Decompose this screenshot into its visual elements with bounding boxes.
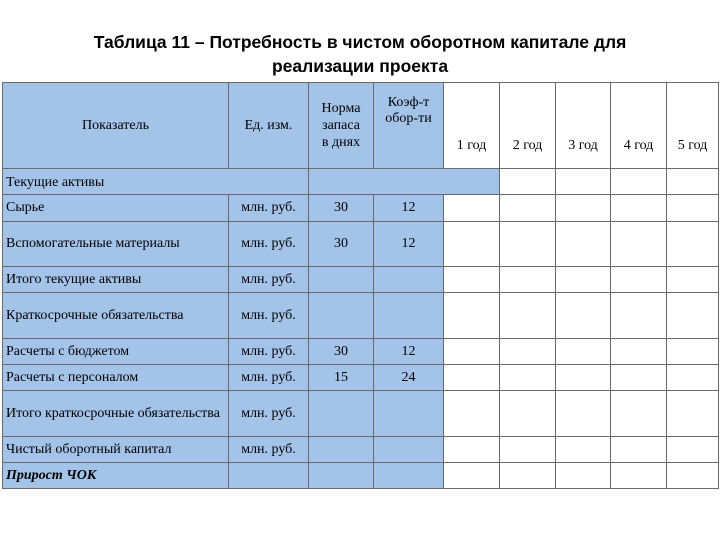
year-cell bbox=[611, 365, 667, 391]
header-year-1: 1 год bbox=[444, 83, 500, 169]
table-title bbox=[0, 30, 720, 78]
year-cell bbox=[556, 267, 611, 293]
year-cell bbox=[667, 195, 719, 222]
year-cell bbox=[500, 365, 556, 391]
year-cell bbox=[667, 365, 719, 391]
year-cell bbox=[667, 437, 719, 463]
year-cell bbox=[500, 222, 556, 267]
table-header-row bbox=[3, 83, 719, 169]
row-unit: млн. руб. bbox=[229, 293, 309, 339]
year-cell bbox=[611, 463, 667, 489]
year-cell bbox=[444, 195, 500, 222]
year-cell bbox=[556, 195, 611, 222]
row-label: Вспомогательные материалы bbox=[3, 222, 229, 267]
row-coef bbox=[374, 293, 444, 339]
year-cell bbox=[556, 339, 611, 365]
row-norm bbox=[309, 391, 374, 437]
row-unit: млн. руб. bbox=[229, 365, 309, 391]
row-span-cell bbox=[309, 169, 500, 195]
header-coef-line-2: обор-ти bbox=[385, 111, 432, 126]
row-norm: 15 bbox=[309, 365, 374, 391]
row-norm: 30 bbox=[309, 339, 374, 365]
year-cell bbox=[444, 365, 500, 391]
row-label: Расчеты с бюджетом bbox=[3, 339, 229, 365]
header-norm-line-2: запаса bbox=[322, 118, 360, 133]
year-cell bbox=[667, 267, 719, 293]
year-cell bbox=[500, 437, 556, 463]
table-title-line-1: Таблица 11 – Потребность в чистом оборотном капитале для bbox=[93, 32, 627, 52]
row-norm bbox=[309, 437, 374, 463]
year-cell bbox=[500, 463, 556, 489]
row-norm bbox=[309, 463, 374, 489]
table-row bbox=[3, 267, 719, 293]
table-row bbox=[3, 339, 719, 365]
header-year-3: 3 год bbox=[556, 83, 611, 169]
year-cell bbox=[556, 365, 611, 391]
row-unit: млн. руб. bbox=[229, 339, 309, 365]
row-unit: млн. руб. bbox=[229, 437, 309, 463]
year-cell bbox=[667, 339, 719, 365]
year-cell bbox=[556, 463, 611, 489]
working-capital-table bbox=[2, 82, 719, 489]
header-norm bbox=[309, 83, 374, 169]
header-year-5: 5 год bbox=[667, 83, 719, 169]
year-cell bbox=[500, 169, 556, 195]
year-cell bbox=[444, 222, 500, 267]
row-unit: млн. руб. bbox=[229, 267, 309, 293]
row-unit: млн. руб. bbox=[229, 391, 309, 437]
year-cell bbox=[500, 391, 556, 437]
row-coef: 24 bbox=[374, 365, 444, 391]
year-cell bbox=[667, 293, 719, 339]
header-year-4: 4 год bbox=[611, 83, 667, 169]
row-norm bbox=[309, 293, 374, 339]
year-cell bbox=[500, 293, 556, 339]
year-cell bbox=[500, 339, 556, 365]
table-title-line-2: реализации проекта bbox=[271, 56, 449, 76]
year-cell bbox=[444, 391, 500, 437]
table-row bbox=[3, 463, 719, 489]
row-norm: 30 bbox=[309, 222, 374, 267]
row-coef bbox=[374, 391, 444, 437]
row-unit bbox=[229, 463, 309, 489]
year-cell bbox=[556, 437, 611, 463]
header-coef bbox=[374, 83, 444, 169]
table-row bbox=[3, 222, 719, 267]
year-cell bbox=[444, 293, 500, 339]
row-label: Прирост ЧОК bbox=[3, 463, 229, 489]
row-coef bbox=[374, 267, 444, 293]
row-coef: 12 bbox=[374, 222, 444, 267]
year-cell bbox=[611, 195, 667, 222]
row-norm bbox=[309, 267, 374, 293]
table-row bbox=[3, 169, 719, 195]
year-cell bbox=[556, 222, 611, 267]
year-cell bbox=[556, 391, 611, 437]
year-cell bbox=[611, 339, 667, 365]
table-row bbox=[3, 365, 719, 391]
year-cell bbox=[500, 267, 556, 293]
year-cell bbox=[444, 267, 500, 293]
header-norm-line-1: Норма bbox=[321, 101, 361, 116]
year-cell bbox=[611, 169, 667, 195]
table-row bbox=[3, 195, 719, 222]
year-cell bbox=[667, 463, 719, 489]
header-coef-line-1: Коэф-т bbox=[387, 95, 430, 110]
row-norm: 30 bbox=[309, 195, 374, 222]
table-row bbox=[3, 391, 719, 437]
year-cell bbox=[611, 437, 667, 463]
row-label: Краткосрочные обязательства bbox=[3, 293, 229, 339]
row-coef bbox=[374, 437, 444, 463]
row-unit: млн. руб. bbox=[229, 222, 309, 267]
table-row bbox=[3, 293, 719, 339]
year-cell bbox=[667, 222, 719, 267]
year-cell bbox=[556, 169, 611, 195]
row-label: Расчеты с персоналом bbox=[3, 365, 229, 391]
row-unit: млн. руб. bbox=[229, 195, 309, 222]
header-unit: Ед. изм. bbox=[229, 83, 309, 169]
year-cell bbox=[667, 391, 719, 437]
row-coef: 12 bbox=[374, 339, 444, 365]
year-cell bbox=[556, 293, 611, 339]
year-cell bbox=[444, 339, 500, 365]
year-cell bbox=[611, 267, 667, 293]
row-label: Чистый оборотный капитал bbox=[3, 437, 229, 463]
header-year-2: 2 год bbox=[500, 83, 556, 169]
row-label: Итого текущие активы bbox=[3, 267, 229, 293]
year-cell bbox=[611, 391, 667, 437]
row-label: Текущие активы bbox=[3, 169, 309, 195]
row-coef bbox=[374, 463, 444, 489]
year-cell bbox=[444, 463, 500, 489]
header-indicator: Показатель bbox=[3, 83, 229, 169]
year-cell bbox=[611, 293, 667, 339]
row-label: Сырье bbox=[3, 195, 229, 222]
row-coef: 12 bbox=[374, 195, 444, 222]
row-label: Итого краткосрочные обязательства bbox=[3, 391, 229, 437]
table-row bbox=[3, 437, 719, 463]
year-cell bbox=[500, 195, 556, 222]
year-cell bbox=[444, 437, 500, 463]
header-norm-line-3: в днях bbox=[321, 135, 361, 150]
year-cell bbox=[667, 169, 719, 195]
year-cell bbox=[611, 222, 667, 267]
